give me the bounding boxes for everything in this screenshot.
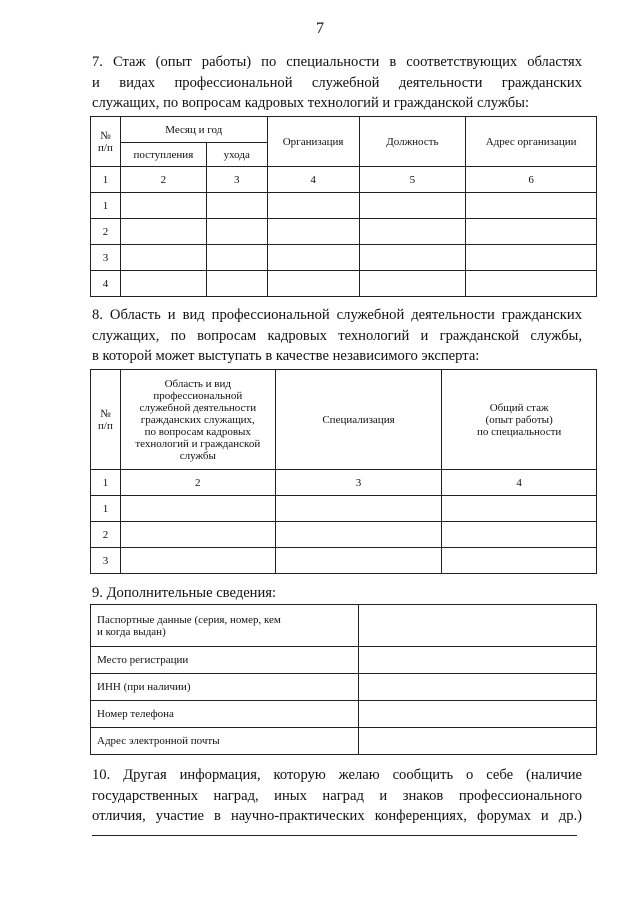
table-cell[interactable] xyxy=(267,193,359,219)
table-row xyxy=(91,193,597,219)
section-10-line: государственных наград, иных наград и знаков профессионального xyxy=(92,787,582,804)
section-10-line: 10. Другая информация, которую желаю сообщить о себе (наличие xyxy=(92,767,582,783)
header-specialization: Специализация xyxy=(275,370,442,470)
table-row xyxy=(91,271,597,297)
section-7-line: и видах профессиональной служебной деятельности гражданских xyxy=(92,74,582,91)
table-cell[interactable] xyxy=(466,245,597,271)
table-cell[interactable] xyxy=(358,674,596,701)
table-cell[interactable] xyxy=(442,548,597,574)
header-position: Должность xyxy=(359,117,466,167)
table-cell[interactable] xyxy=(267,219,359,245)
table-cell[interactable] xyxy=(120,522,275,548)
row-number: 2 xyxy=(91,219,121,245)
col-number: 3 xyxy=(275,470,442,496)
col-number: 3 xyxy=(206,167,267,193)
header-organization: Организация xyxy=(267,117,359,167)
table-cell[interactable] xyxy=(358,701,596,728)
header-month-year: Месяц и год xyxy=(120,117,267,143)
col-number: 4 xyxy=(442,470,597,496)
section-8-line: служащих, по вопросам кадровых технологий и гражданской службы, xyxy=(92,327,582,344)
table-row xyxy=(91,647,597,674)
table-cell[interactable] xyxy=(206,245,267,271)
table-cell[interactable] xyxy=(466,193,597,219)
row-number: 4 xyxy=(91,271,121,297)
table-row xyxy=(91,219,597,245)
expertise-area-table xyxy=(90,369,597,574)
table-cell[interactable] xyxy=(359,271,466,297)
table-cell[interactable] xyxy=(275,496,442,522)
section-7-line: 7. Стаж (опыт работы) по специальности в соответствующих областях xyxy=(92,54,582,70)
table-cell[interactable] xyxy=(120,496,275,522)
table-cell[interactable] xyxy=(358,647,596,674)
row-number: 1 xyxy=(91,193,121,219)
header-num: № п/п xyxy=(91,117,121,167)
table-row xyxy=(91,496,597,522)
row-label-registration: Место регистрации xyxy=(91,647,359,674)
col-number: 5 xyxy=(359,167,466,193)
table-cell[interactable] xyxy=(466,219,597,245)
table-row xyxy=(91,701,597,728)
table-cell[interactable] xyxy=(206,271,267,297)
table-cell[interactable] xyxy=(206,219,267,245)
table-cell[interactable] xyxy=(359,245,466,271)
col-number: 2 xyxy=(120,167,206,193)
work-experience-table xyxy=(90,116,597,297)
table-cell[interactable] xyxy=(359,193,466,219)
table-cell[interactable] xyxy=(206,193,267,219)
column-number-row xyxy=(91,470,597,496)
table-cell[interactable] xyxy=(120,548,275,574)
row-label-passport: Паспортные данные (серия, номер, кем и когда выдан) xyxy=(91,605,359,647)
section-9-heading xyxy=(92,583,582,604)
section-9-title: 9. Дополнительные сведения: xyxy=(92,585,277,601)
col-number: 4 xyxy=(267,167,359,193)
page-number: 7 xyxy=(316,20,324,37)
section-7-line: служащих, по вопросам кадровых технологий и гражданской службы: xyxy=(92,95,530,111)
col-number: 1 xyxy=(91,470,121,496)
table-row xyxy=(91,728,597,755)
section-8-line: 8. Область и вид профессиональной служебной деятельности гражданских xyxy=(92,307,582,323)
section-8-heading xyxy=(92,305,582,367)
section-10-line: отличия, участие в научно-практических конференциях, форумах и др.) xyxy=(92,808,582,824)
row-number: 3 xyxy=(91,245,121,271)
table-cell[interactable] xyxy=(275,548,442,574)
col-number: 2 xyxy=(120,470,275,496)
table-cell[interactable] xyxy=(120,245,206,271)
answer-line[interactable] xyxy=(92,835,577,836)
table-row xyxy=(91,245,597,271)
header-start: поступления xyxy=(120,143,206,167)
table-cell[interactable] xyxy=(442,496,597,522)
table-row xyxy=(91,548,597,574)
row-label-email: Адрес электронной почты xyxy=(91,728,359,755)
table-row xyxy=(91,605,597,647)
table-cell[interactable] xyxy=(359,219,466,245)
header-area: Область и вид профессиональной служебной деятельности гражданских служащих, по вопросам кадровых технологий и гражданской службы xyxy=(120,370,275,470)
table-row xyxy=(91,674,597,701)
section-8-line: в которой может выступать в качестве независимого эксперта: xyxy=(92,348,480,364)
table-cell[interactable] xyxy=(466,271,597,297)
table-cell[interactable] xyxy=(358,728,596,755)
header-end: ухода xyxy=(206,143,267,167)
row-number: 2 xyxy=(91,522,121,548)
table-cell[interactable] xyxy=(120,219,206,245)
additional-info-table xyxy=(90,604,597,755)
row-label-inn: ИНН (при наличии) xyxy=(91,674,359,701)
section-10-heading xyxy=(92,765,582,827)
column-number-row xyxy=(91,167,597,193)
row-label-phone: Номер телефона xyxy=(91,701,359,728)
table-cell[interactable] xyxy=(275,522,442,548)
header-num: № п/п xyxy=(91,370,121,470)
table-cell[interactable] xyxy=(267,245,359,271)
header-address: Адрес организации xyxy=(466,117,597,167)
header-experience: Общий стаж (опыт работы) по специальности xyxy=(442,370,597,470)
table-cell[interactable] xyxy=(358,605,596,647)
section-7-heading xyxy=(92,52,582,114)
col-number: 6 xyxy=(466,167,597,193)
table-row xyxy=(91,522,597,548)
table-cell[interactable] xyxy=(267,271,359,297)
table-cell[interactable] xyxy=(120,271,206,297)
row-number: 3 xyxy=(91,548,121,574)
table-cell[interactable] xyxy=(442,522,597,548)
col-number: 1 xyxy=(91,167,121,193)
table-cell[interactable] xyxy=(120,193,206,219)
row-number: 1 xyxy=(91,496,121,522)
